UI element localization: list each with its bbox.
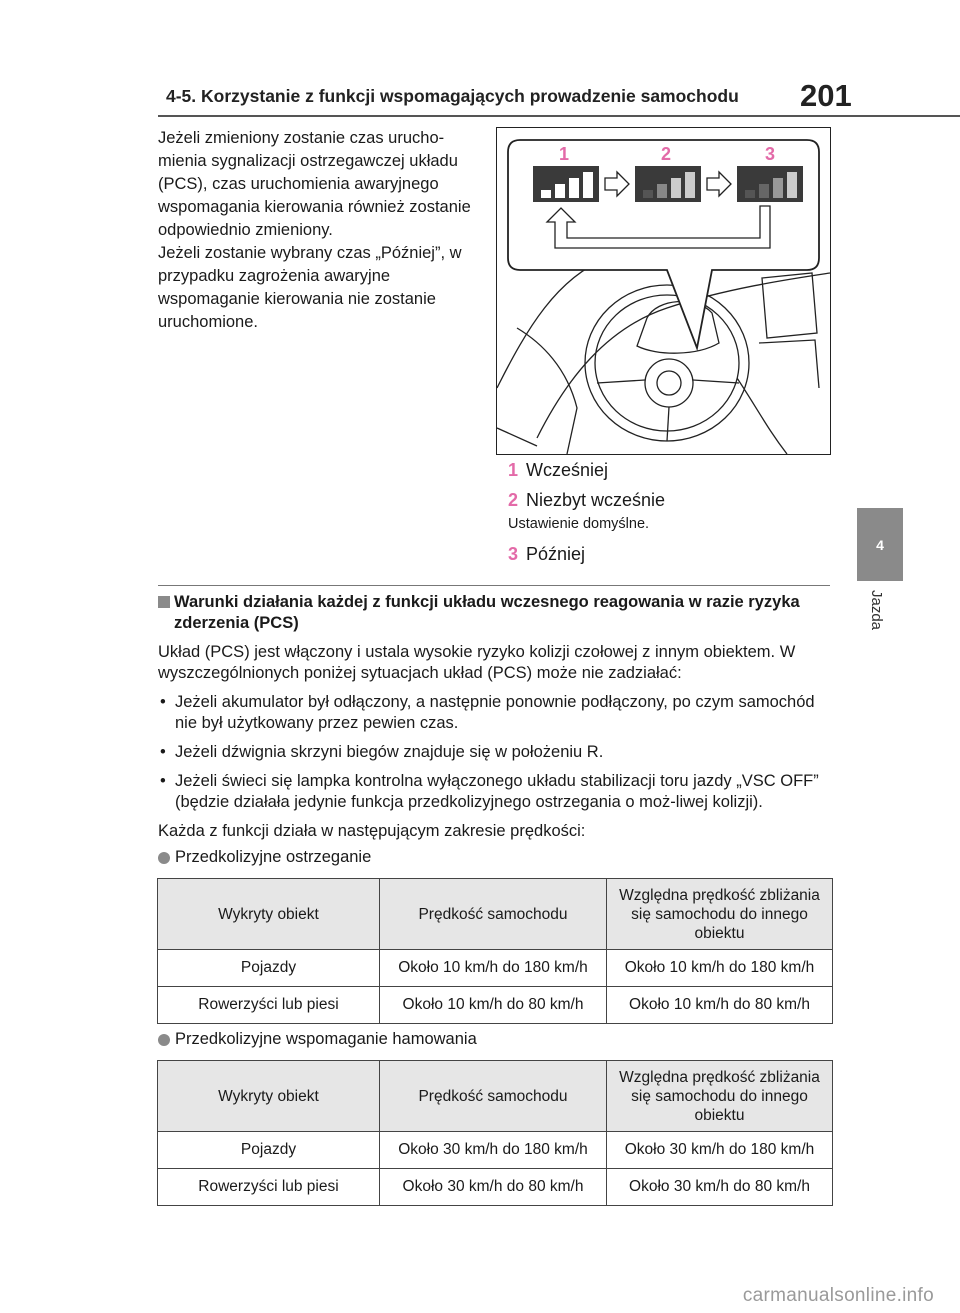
table-cell: Około 10 km/h do 80 km/h	[607, 987, 833, 1024]
table-header-row	[158, 1061, 833, 1132]
marker-1: 1	[559, 144, 570, 164]
table-cell: Pojazdy	[158, 1132, 380, 1169]
chapter-tab[interactable]: 4	[857, 508, 903, 581]
table-cell: Pojazdy	[158, 950, 380, 987]
table-cell: Około 30 km/h do 80 km/h	[607, 1169, 833, 1206]
table-cell: Około 30 km/h do 80 km/h	[380, 1169, 607, 1206]
display-panel-2	[635, 166, 701, 202]
table-cell: Około 30 km/h do 180 km/h	[380, 1132, 607, 1169]
chapter-label: Jazda	[868, 590, 885, 631]
table-header-cell: Prędkość samochodu	[380, 879, 607, 950]
legend-number: 2	[508, 490, 519, 510]
circle-bullet-icon	[158, 852, 170, 864]
table-cell: Około 10 km/h do 180 km/h	[607, 950, 833, 987]
display-panel-1	[533, 166, 599, 202]
intro-text	[158, 127, 488, 334]
braking-speed-table	[157, 1060, 833, 1206]
subheading-warning	[158, 848, 371, 867]
table-row	[158, 950, 833, 987]
list-item	[158, 692, 838, 734]
table-cell: Około 10 km/h do 80 km/h	[380, 987, 607, 1024]
circle-bullet-icon	[158, 1034, 170, 1046]
table-cell: Rowerzyści lub piesi	[158, 1169, 380, 1206]
table-cell: Około 30 km/h do 180 km/h	[607, 1132, 833, 1169]
page-header-title: 4-5. Korzystanie z funkcji wspomagających prowadzenie samochodu	[166, 86, 739, 106]
bullet-dot-icon: •	[160, 772, 166, 790]
legend-label: Później	[526, 544, 586, 564]
table-header-cell: Prędkość samochodu	[380, 1061, 607, 1132]
table-cell: Rowerzyści lub piesi	[158, 987, 380, 1024]
list-item-text: Jeżeli akumulator był odłączony, a następnie ponownie podłączony, po czym samochód nie był użytkowany przez pewien czas.	[175, 693, 815, 732]
page-number: 201	[800, 78, 852, 113]
table-row	[158, 987, 833, 1024]
section-heading-text: Warunki działania każdej z funkcji układu wczesnego reagowania w razie ryzyka zderzenia (PCS)	[174, 593, 800, 632]
conditions-section	[158, 592, 838, 842]
intro-paragraph-1: Jeżeli zmieniony zostanie czas urucho-mienia sygnalizacji ostrzegawczej układu (PCS), czas uruchomienia awaryjnego wspomagania kierowania również zostanie odpowiednio zmieniony.	[158, 129, 471, 239]
marker-3: 3	[765, 144, 776, 164]
section-heading	[158, 592, 838, 634]
list-item-text: Jeżeli świeci się lampka kontrolna wyłączonego układu stabilizacji toru jazdy „VSC OFF” (będzie działała jedynie funkcja przedkolizyjnego ostrzegania o moż-liwej kolizji).	[175, 772, 819, 811]
table-header-cell: Wykryty obiekt	[158, 879, 380, 950]
table-header-cell: Względna prędkość zbliżania się samochodu do innego obiektu	[607, 1061, 833, 1132]
watermark: carmanualsonline.info	[742, 1285, 934, 1306]
legend-number: 1	[508, 460, 519, 480]
pcs-timing-illustration	[496, 127, 831, 455]
list-item-text: Jeżeli dźwignia skrzyni biegów znajduje się w położeniu R.	[175, 743, 604, 761]
section-divider	[158, 585, 830, 586]
section-intro: Układ (PCS) jest włączony i ustala wysokie ryzyko kolizji czołowej z innym obiektem. W wyszczególnionych poniżej sytuacjach układ (PCS) może nie zadziałać:	[158, 643, 796, 682]
condition-list	[158, 692, 838, 813]
legend-label: Niezbyt wcześnie	[526, 490, 666, 510]
table-row	[158, 1169, 833, 1206]
legend-item	[508, 490, 665, 511]
subheading-text: Przedkolizyjne ostrzeganie	[175, 848, 372, 866]
warning-speed-table	[157, 878, 833, 1024]
square-bullet-icon	[158, 596, 170, 608]
legend-label: Wcześniej	[526, 460, 609, 480]
subheading-text: Przedkolizyjne wspomaganie hamowania	[175, 1030, 477, 1048]
table-header-cell: Wykryty obiekt	[158, 1061, 380, 1132]
legend-number: 3	[508, 544, 519, 564]
legend-item	[508, 544, 585, 565]
table-header-row	[158, 879, 833, 950]
table-row	[158, 1132, 833, 1169]
header-divider	[158, 115, 960, 117]
list-item	[158, 771, 838, 813]
subheading-braking	[158, 1030, 477, 1049]
intro-paragraph-2: Jeżeli zostanie wybrany czas „Później”, w przypadku zagrożenia awaryjne wspomaganie kierowania nie zostanie uruchomione.	[158, 244, 462, 331]
marker-2: 2	[661, 144, 672, 164]
legend-item	[508, 460, 608, 481]
display-panel-3	[737, 166, 803, 202]
table-cell: Około 10 km/h do 180 km/h	[380, 950, 607, 987]
bullet-dot-icon: •	[160, 693, 166, 711]
speed-intro: Każda z funkcji działa w następującym zakresie prędkości:	[158, 822, 586, 840]
table-header-cell: Względna prędkość zbliżania się samochodu do innego obiektu	[607, 879, 833, 950]
bullet-dot-icon: •	[160, 743, 166, 761]
legend-note: Ustawienie domyślne.	[508, 516, 650, 532]
list-item	[158, 742, 838, 763]
